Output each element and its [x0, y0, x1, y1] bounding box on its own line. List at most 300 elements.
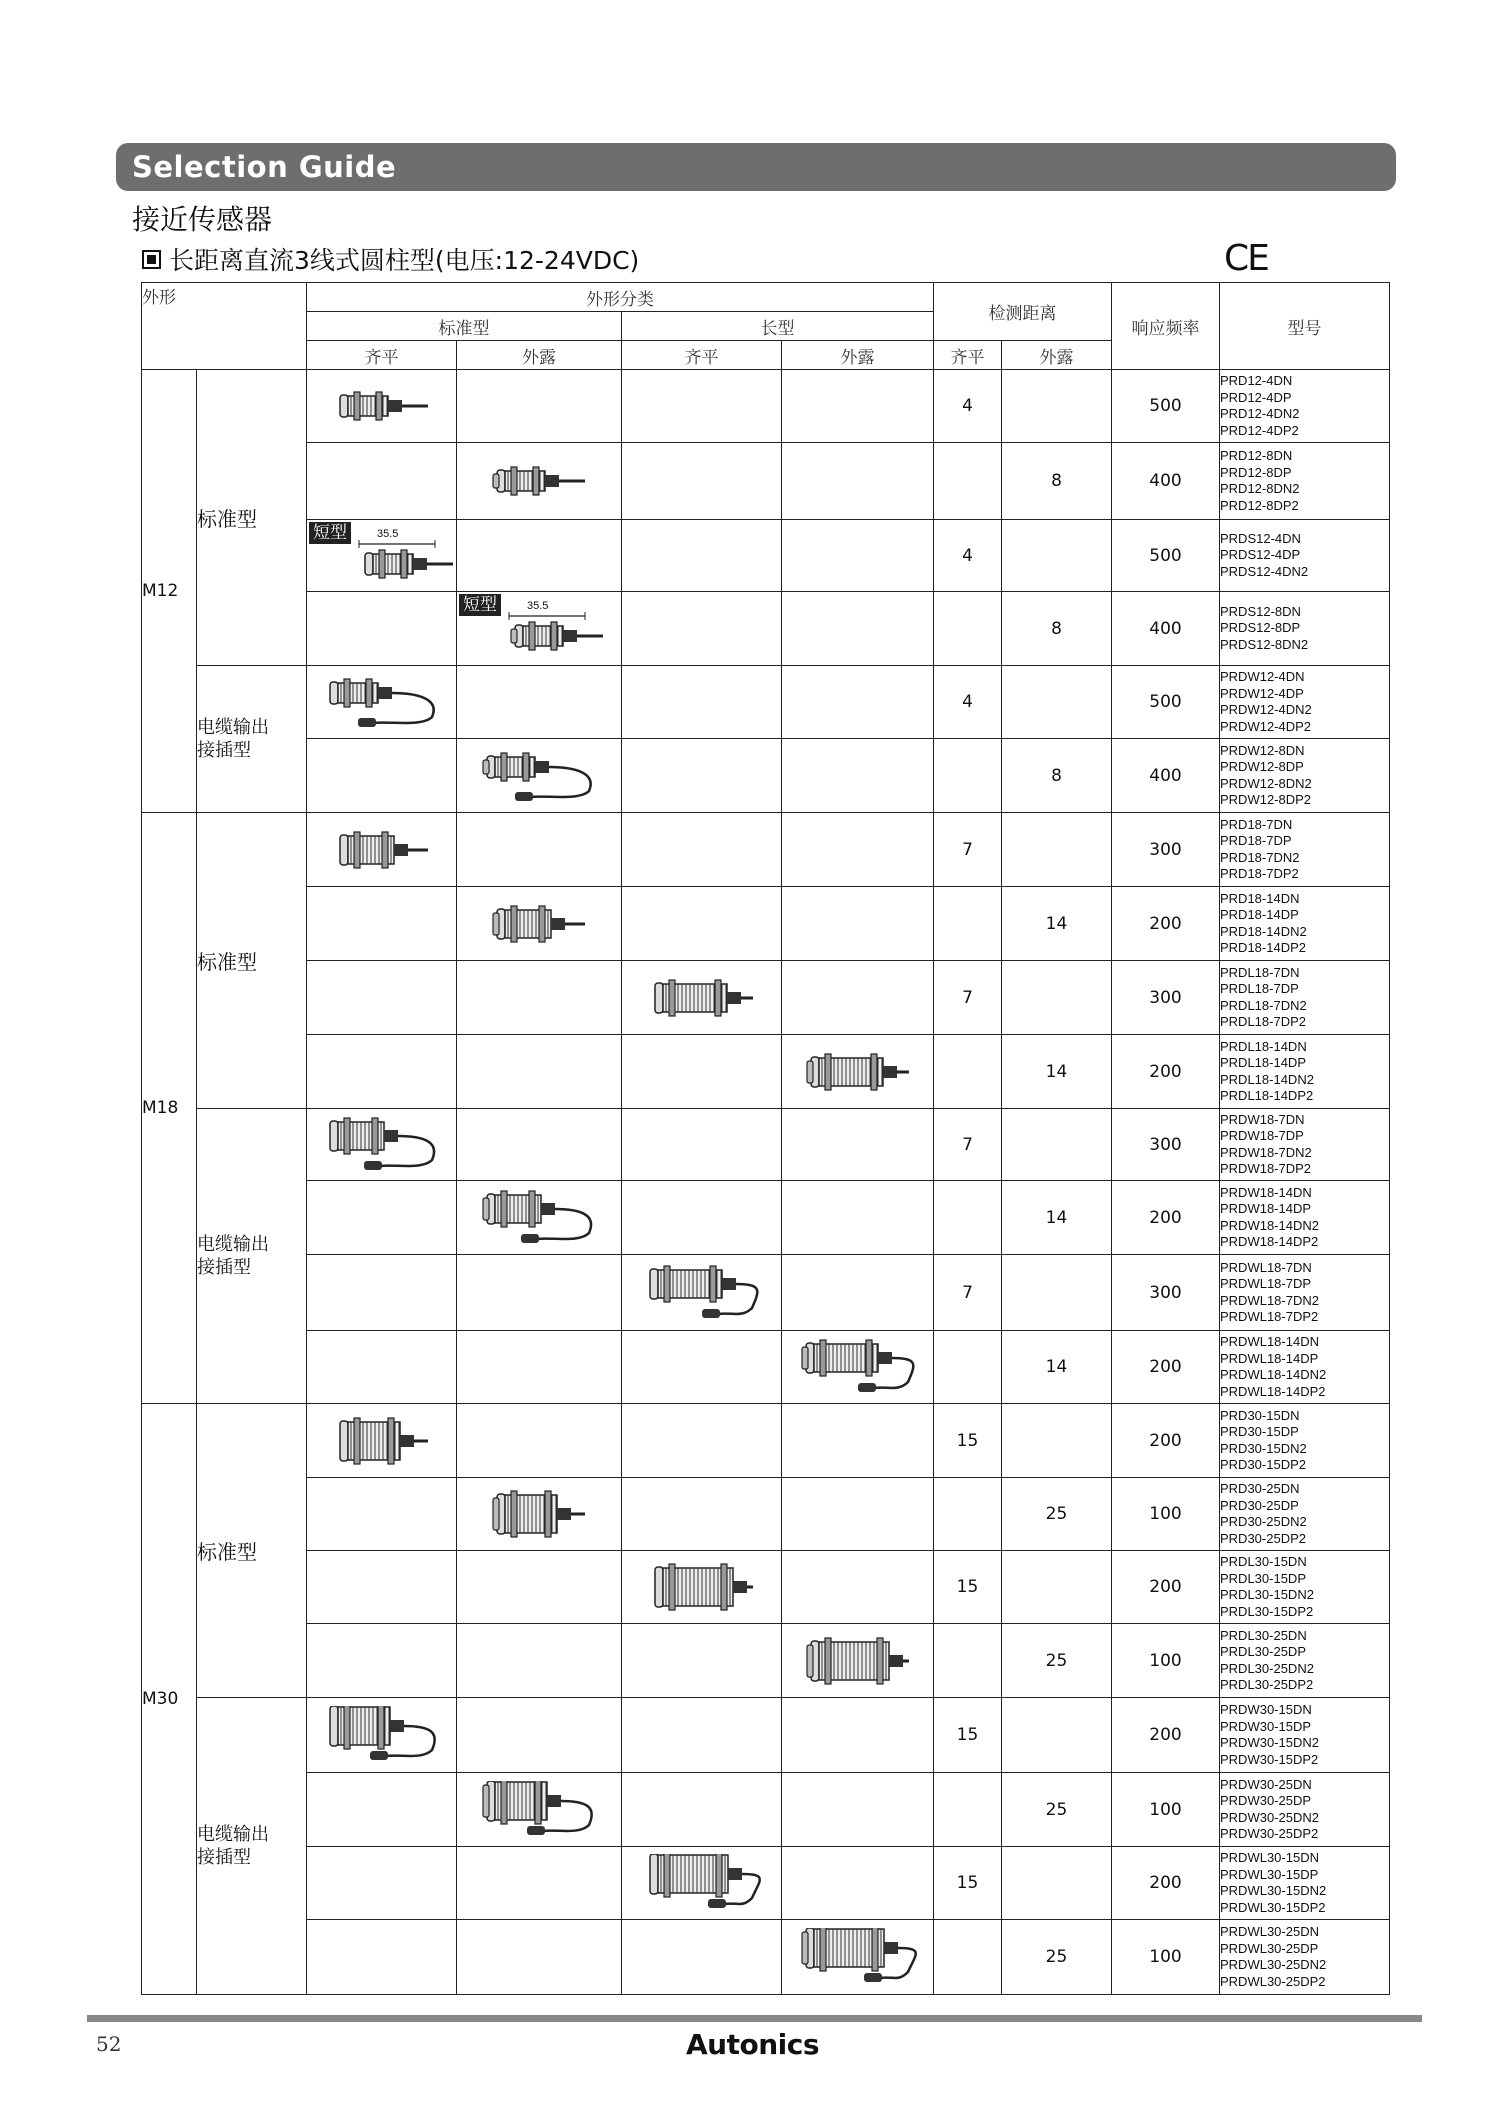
- distance-flush: 7: [934, 1109, 1002, 1181]
- appearance-cell: [307, 1698, 457, 1773]
- model-list: [1220, 1478, 1390, 1551]
- appearance-cell: [457, 592, 622, 666]
- model-number: PRD18-14DN2: [1220, 923, 1307, 939]
- distance-nonflush: [1002, 1698, 1112, 1773]
- sensor-illustration-icon: [479, 747, 599, 805]
- model-number: PRDWL18-7DP: [1220, 1276, 1312, 1291]
- table-row: [142, 443, 1390, 520]
- model-number: PRDW18-14DN: [1220, 1184, 1312, 1200]
- response-frequency: 500: [1112, 370, 1220, 443]
- sensor-illustration-icon: [332, 381, 432, 431]
- distance-flush: 15: [934, 1698, 1002, 1773]
- appearance-cell: [782, 1109, 934, 1181]
- model-number: PRDL30-25DN: [1220, 1627, 1307, 1643]
- model-list: [1220, 1331, 1390, 1404]
- appearance-cell: [457, 1255, 622, 1331]
- distance-nonflush: 25: [1002, 1920, 1112, 1995]
- model-list: [1220, 1035, 1390, 1109]
- appearance-cell: [307, 520, 457, 592]
- appearance-cell: [622, 1920, 782, 1995]
- distance-flush: 4: [934, 666, 1002, 739]
- distance-flush: [934, 739, 1002, 813]
- appearance-cell: [782, 1404, 934, 1478]
- appearance-cell: [307, 1920, 457, 1995]
- model-number: PRDWL18-14DP2: [1220, 1383, 1326, 1399]
- model-number: PRD18-7DP2: [1220, 866, 1299, 881]
- model-number: PRDWL18-14DP: [1220, 1350, 1319, 1366]
- header-standard-type: 标准型: [307, 312, 622, 341]
- model-number: PRDWL30-15DN: [1220, 1850, 1319, 1865]
- type-standard: 标准型: [197, 370, 307, 666]
- distance-nonflush: [1002, 520, 1112, 592]
- model-number: PRD18-14DP2: [1220, 940, 1306, 955]
- model-list: [1220, 370, 1390, 443]
- appearance-cell: [307, 887, 457, 961]
- response-frequency: 400: [1112, 592, 1220, 666]
- model-number: PRDW30-15DN: [1220, 1702, 1312, 1717]
- model-number: PRD18-7DP: [1220, 833, 1292, 848]
- distance-flush: [934, 1773, 1002, 1847]
- table-row: [142, 1847, 1390, 1920]
- appearance-cell: [457, 666, 622, 739]
- appearance-cell: [457, 813, 622, 887]
- sensor-illustration-icon: [479, 1189, 599, 1247]
- model-list: [1220, 1773, 1390, 1847]
- sensor-illustration-icon: [357, 539, 457, 589]
- appearance-cell: [307, 1035, 457, 1109]
- appearance-cell: [457, 370, 622, 443]
- model-number: PRDWL30-25DP2: [1220, 1973, 1326, 1989]
- appearance-cell: [307, 961, 457, 1035]
- model-number: PRDW30-25DN: [1220, 1776, 1312, 1792]
- model-number: PRDL30-15DN: [1220, 1554, 1307, 1569]
- model-number: PRDW18-14DP2: [1220, 1234, 1319, 1249]
- model-list: [1220, 520, 1390, 592]
- distance-flush: [934, 1624, 1002, 1698]
- dimension-label: 35.5: [527, 600, 549, 612]
- table-row: [142, 1331, 1390, 1404]
- model-number: PRDW18-7DN2: [1220, 1144, 1312, 1160]
- appearance-cell: [622, 1255, 782, 1331]
- model-number: PRDL30-15DP: [1220, 1570, 1306, 1586]
- distance-flush: [934, 1331, 1002, 1404]
- type-standard: 标准型: [197, 813, 307, 1109]
- appearance-cell: [307, 443, 457, 520]
- appearance-cell: [782, 1624, 934, 1698]
- distance-nonflush: [1002, 813, 1112, 887]
- distance-flush: 7: [934, 1255, 1002, 1331]
- response-frequency: 400: [1112, 443, 1220, 520]
- brand-logo: Autonics: [686, 2028, 820, 2061]
- sensor-illustration-icon: [332, 825, 432, 875]
- table-heading-text: 长距离直流3线式圆柱型(电压:12-24VDC): [169, 246, 640, 275]
- appearance-cell: [622, 1773, 782, 1847]
- appearance-cell: [782, 1255, 934, 1331]
- appearance-cell: [782, 961, 934, 1035]
- appearance-cell: [782, 1181, 934, 1255]
- table-row: [142, 1920, 1390, 1995]
- model-number: PRDW30-15DN2: [1220, 1735, 1319, 1750]
- model-number: PRDWL18-7DN2: [1220, 1292, 1319, 1308]
- page-number: 52: [96, 2032, 122, 2056]
- model-list: [1220, 1181, 1390, 1255]
- response-frequency: 200: [1112, 1404, 1220, 1478]
- table-row: [142, 1551, 1390, 1624]
- model-number: PRDWL30-15DP2: [1220, 1899, 1326, 1915]
- appearance-cell: [457, 1331, 622, 1404]
- response-frequency: 100: [1112, 1478, 1220, 1551]
- model-list: [1220, 666, 1390, 739]
- appearance-cell: [782, 1773, 934, 1847]
- model-number: PRDS12-8DN: [1220, 603, 1301, 619]
- appearance-cell: [457, 1698, 622, 1773]
- appearance-cell: [782, 739, 934, 813]
- appearance-cell: [457, 1478, 622, 1551]
- model-number: PRD30-25DP2: [1220, 1530, 1306, 1546]
- model-number: PRDWL18-7DP2: [1220, 1309, 1319, 1324]
- model-number: PRDW30-25DP2: [1220, 1826, 1319, 1841]
- page-subtitle: 接近传感器: [132, 203, 273, 236]
- model-number: PRDWL30-25DN: [1220, 1924, 1319, 1939]
- dimension-label: 35.5: [377, 528, 399, 540]
- model-number: PRD30-15DP: [1220, 1424, 1299, 1439]
- model-number: PRDL30-25DN2: [1220, 1660, 1314, 1676]
- model-number: PRDW18-14DN2: [1220, 1217, 1319, 1233]
- appearance-cell: [622, 1109, 782, 1181]
- appearance-cell: [457, 443, 622, 520]
- model-list: [1220, 739, 1390, 813]
- response-frequency: 200: [1112, 887, 1220, 961]
- appearance-cell: [457, 1109, 622, 1181]
- table-row: [142, 813, 1390, 887]
- appearance-cell: [622, 370, 782, 443]
- type-cable-line2: 接插型: [197, 1847, 251, 1868]
- appearance-cell: [622, 1181, 782, 1255]
- distance-flush: [934, 1035, 1002, 1109]
- model-number: PRDW12-4DP: [1220, 685, 1304, 701]
- appearance-cell: [622, 1404, 782, 1478]
- appearance-cell: [457, 1773, 622, 1847]
- appearance-cell: [782, 813, 934, 887]
- model-list: [1220, 1847, 1390, 1920]
- model-number: PRDS12-8DP: [1220, 620, 1301, 636]
- sensor-illustration-icon: [803, 1636, 913, 1686]
- model-number: PRD30-25DN2: [1220, 1514, 1307, 1529]
- model-number: PRD12-8DP: [1220, 464, 1292, 480]
- appearance-cell: [457, 1551, 622, 1624]
- appearance-cell: [307, 813, 457, 887]
- distance-nonflush: [1002, 1847, 1112, 1920]
- response-frequency: 500: [1112, 520, 1220, 592]
- appearance-cell: [622, 520, 782, 592]
- model-number: PRDW12-4DN: [1220, 669, 1305, 684]
- table-row: [142, 1698, 1390, 1773]
- distance-nonflush: 14: [1002, 1035, 1112, 1109]
- response-frequency: 100: [1112, 1773, 1220, 1847]
- table-row: [142, 1773, 1390, 1847]
- distance-nonflush: 8: [1002, 443, 1112, 520]
- model-number: PRDW12-4DN2: [1220, 702, 1312, 717]
- model-number: PRDW30-25DP: [1220, 1793, 1312, 1808]
- appearance-cell: [782, 887, 934, 961]
- model-number: PRDW12-8DN2: [1220, 775, 1312, 791]
- appearance-cell: [457, 1404, 622, 1478]
- sensor-illustration-icon: [489, 899, 589, 949]
- response-frequency: 300: [1112, 1109, 1220, 1181]
- model-list: [1220, 1624, 1390, 1698]
- model-number: PRDWL30-25DP: [1220, 1940, 1319, 1956]
- header-response-freq: 响应频率: [1112, 283, 1220, 370]
- appearance-cell: [307, 1773, 457, 1847]
- group-m30: M30: [142, 1404, 197, 1995]
- appearance-cell: [782, 1698, 934, 1773]
- model-number: PRDL30-25DP2: [1220, 1677, 1314, 1692]
- model-number: PRD18-14DP: [1220, 907, 1299, 922]
- appearance-cell: [307, 1551, 457, 1624]
- sensor-illustration-icon: [798, 1928, 918, 1986]
- distance-flush: 7: [934, 813, 1002, 887]
- distance-nonflush: [1002, 1109, 1112, 1181]
- appearance-cell: [622, 1478, 782, 1551]
- type-cable-line2: 接插型: [197, 740, 251, 761]
- appearance-cell: [622, 1847, 782, 1920]
- sensor-illustration-icon: [642, 1264, 762, 1322]
- header-appearance-class: 外形分类: [307, 283, 934, 312]
- model-number: PRDL18-7DN2: [1220, 997, 1307, 1013]
- response-frequency: 100: [1112, 1920, 1220, 1995]
- model-number: PRDW18-7DP: [1220, 1128, 1304, 1143]
- table-row: [142, 1035, 1390, 1109]
- response-frequency: 500: [1112, 666, 1220, 739]
- model-number: PRDL18-14DN2: [1220, 1071, 1314, 1087]
- section-banner: [116, 143, 1396, 191]
- distance-nonflush: 8: [1002, 592, 1112, 666]
- model-number: PRD18-14DN: [1220, 890, 1300, 906]
- type-cable-line1: 电缆输出: [197, 1234, 269, 1255]
- table-body: [142, 370, 1390, 1995]
- model-list: [1220, 1698, 1390, 1773]
- model-list: [1220, 961, 1390, 1035]
- distance-nonflush: [1002, 666, 1112, 739]
- model-number: PRDWL18-14DN2: [1220, 1367, 1327, 1382]
- appearance-cell: [307, 1181, 457, 1255]
- response-frequency: 200: [1112, 1698, 1220, 1773]
- model-number: PRD12-4DP2: [1220, 422, 1299, 438]
- response-frequency: 400: [1112, 739, 1220, 813]
- sensor-illustration-icon: [489, 456, 589, 506]
- table-row: [142, 1478, 1390, 1551]
- appearance-cell: [307, 666, 457, 739]
- appearance-cell: [622, 739, 782, 813]
- table-row: [142, 1255, 1390, 1331]
- table-heading: [142, 241, 639, 277]
- model-number: PRD30-15DN: [1220, 1407, 1300, 1423]
- appearance-cell: [782, 1478, 934, 1551]
- banner-title: Selection Guide: [132, 150, 397, 184]
- appearance-cell: [782, 592, 934, 666]
- table-row: [142, 1404, 1390, 1478]
- appearance-cell: [307, 739, 457, 813]
- sensor-illustration-icon: [647, 1562, 757, 1612]
- distance-nonflush: 25: [1002, 1773, 1112, 1847]
- appearance-cell: [622, 1331, 782, 1404]
- bullet-square-icon: [142, 250, 161, 269]
- model-number: PRD12-8DP2: [1220, 497, 1299, 513]
- model-number: PRDWL30-15DN2: [1220, 1883, 1327, 1898]
- model-number: PRDL30-25DP: [1220, 1644, 1306, 1659]
- response-frequency: 300: [1112, 961, 1220, 1035]
- distance-flush: 4: [934, 520, 1002, 592]
- distance-flush: [934, 1920, 1002, 1995]
- sensor-illustration-icon: [322, 1706, 442, 1764]
- sensor-illustration-icon: [322, 1116, 442, 1174]
- response-frequency: 200: [1112, 1847, 1220, 1920]
- distance-flush: 4: [934, 370, 1002, 443]
- table-row: [142, 520, 1390, 592]
- table-row: [142, 370, 1390, 443]
- model-list: [1220, 592, 1390, 666]
- header-dist-flush: 齐平: [934, 341, 1002, 370]
- response-frequency: 200: [1112, 1035, 1220, 1109]
- model-number: PRD30-25DP: [1220, 1497, 1299, 1513]
- model-list: [1220, 813, 1390, 887]
- model-list: [1220, 1404, 1390, 1478]
- model-number: PRDWL18-14DN: [1220, 1334, 1319, 1349]
- group-m12: M12: [142, 370, 197, 813]
- model-number: PRDS12-4DN: [1220, 530, 1301, 546]
- sensor-illustration-icon: [332, 1416, 432, 1466]
- model-number: PRDL18-14DN: [1220, 1038, 1307, 1054]
- appearance-cell: [782, 443, 934, 520]
- appearance-cell: [457, 1847, 622, 1920]
- model-number: PRDL18-7DP: [1220, 981, 1299, 996]
- model-number: PRDL18-7DN: [1220, 964, 1300, 980]
- header-long-nonflush: 外露: [782, 341, 934, 370]
- model-list: [1220, 1551, 1390, 1624]
- distance-nonflush: [1002, 370, 1112, 443]
- model-number: PRDW18-7DP2: [1220, 1161, 1312, 1176]
- sensor-illustration-icon: [322, 673, 442, 731]
- distance-nonflush: [1002, 961, 1112, 1035]
- footer-rule: [87, 2015, 1422, 2022]
- type-cable-line2: 接插型: [197, 1257, 251, 1278]
- model-list: [1220, 887, 1390, 961]
- appearance-cell: [782, 1035, 934, 1109]
- appearance-cell: [782, 1551, 934, 1624]
- response-frequency: 300: [1112, 1255, 1220, 1331]
- model-number: PRDS12-4DN2: [1220, 563, 1309, 579]
- header-std-nonflush: 外露: [457, 341, 622, 370]
- model-number: PRDW18-14DP: [1220, 1201, 1312, 1216]
- model-number: PRDW30-15DP2: [1220, 1751, 1319, 1767]
- distance-flush: [934, 887, 1002, 961]
- distance-nonflush: 8: [1002, 739, 1112, 813]
- sensor-illustration-icon: [479, 1781, 599, 1839]
- model-number: PRDWL30-15DP: [1220, 1866, 1319, 1882]
- response-frequency: 300: [1112, 813, 1220, 887]
- model-number: PRD12-8DN2: [1220, 481, 1300, 496]
- appearance-cell: [457, 961, 622, 1035]
- appearance-cell: [622, 666, 782, 739]
- distance-nonflush: 25: [1002, 1624, 1112, 1698]
- distance-nonflush: [1002, 1255, 1112, 1331]
- table-row: [142, 1624, 1390, 1698]
- distance-flush: 7: [934, 961, 1002, 1035]
- appearance-cell: [457, 1624, 622, 1698]
- appearance-cell: [622, 961, 782, 1035]
- model-list: [1220, 1255, 1390, 1331]
- appearance-cell: [457, 1920, 622, 1995]
- appearance-cell: [622, 443, 782, 520]
- table-row: [142, 1109, 1390, 1181]
- group-m18: M18: [142, 813, 197, 1404]
- table-row: [142, 1181, 1390, 1255]
- appearance-cell: [307, 1255, 457, 1331]
- sensor-illustration-icon: [647, 973, 757, 1023]
- header-std-flush: 齐平: [307, 341, 457, 370]
- sensor-illustration-icon: [489, 1489, 589, 1539]
- model-number: PRDL18-14DP2: [1220, 1088, 1314, 1103]
- model-number: PRDL18-14DP: [1220, 1055, 1306, 1070]
- header-model: 型号: [1220, 283, 1390, 370]
- model-number: PRDWL18-7DN: [1220, 1259, 1312, 1275]
- model-number: PRD18-7DN: [1220, 816, 1293, 832]
- appearance-cell: [307, 592, 457, 666]
- appearance-cell: [457, 1181, 622, 1255]
- header-long-type: 长型: [622, 312, 934, 341]
- model-number: PRD12-4DN: [1220, 373, 1293, 388]
- table-row: [142, 961, 1390, 1035]
- appearance-cell: [622, 592, 782, 666]
- model-number: PRDW12-4DP2: [1220, 718, 1312, 734]
- model-list: [1220, 443, 1390, 520]
- appearance-cell: [782, 1920, 934, 1995]
- response-frequency: 200: [1112, 1331, 1220, 1404]
- type-cable-line1: 电缆输出: [197, 717, 269, 738]
- ce-mark: CE: [1224, 238, 1268, 279]
- short-type-badge: 短型: [309, 522, 351, 544]
- sensor-illustration-icon: [507, 611, 607, 661]
- appearance-cell: [782, 370, 934, 443]
- model-number: PRDL30-15DN2: [1220, 1587, 1314, 1602]
- distance-nonflush: 14: [1002, 887, 1112, 961]
- distance-flush: 15: [934, 1551, 1002, 1624]
- type-cable-connector: [197, 1109, 307, 1404]
- sensor-illustration-icon: [642, 1854, 762, 1912]
- appearance-cell: [457, 520, 622, 592]
- model-number: PRD12-4DP: [1220, 389, 1292, 405]
- model-number: PRD12-4DN2: [1220, 406, 1300, 421]
- appearance-cell: [307, 1478, 457, 1551]
- distance-nonflush: 14: [1002, 1181, 1112, 1255]
- appearance-cell: [782, 666, 934, 739]
- model-number: PRD30-25DN: [1220, 1481, 1300, 1496]
- model-number: PRDS12-8DN2: [1220, 636, 1309, 652]
- appearance-cell: [622, 1035, 782, 1109]
- model-number: PRD30-15DP2: [1220, 1457, 1306, 1472]
- table-row: [142, 739, 1390, 813]
- sensor-illustration-icon: [803, 1047, 913, 1097]
- header-sensing-distance: 检测距离: [934, 283, 1112, 341]
- distance-nonflush: 25: [1002, 1478, 1112, 1551]
- appearance-cell: [307, 1109, 457, 1181]
- model-list: [1220, 1920, 1390, 1995]
- appearance-cell: [457, 887, 622, 961]
- model-number: PRDS12-4DP: [1220, 547, 1301, 563]
- appearance-cell: [782, 1847, 934, 1920]
- distance-nonflush: [1002, 1551, 1112, 1624]
- header-long-flush: 齐平: [622, 341, 782, 370]
